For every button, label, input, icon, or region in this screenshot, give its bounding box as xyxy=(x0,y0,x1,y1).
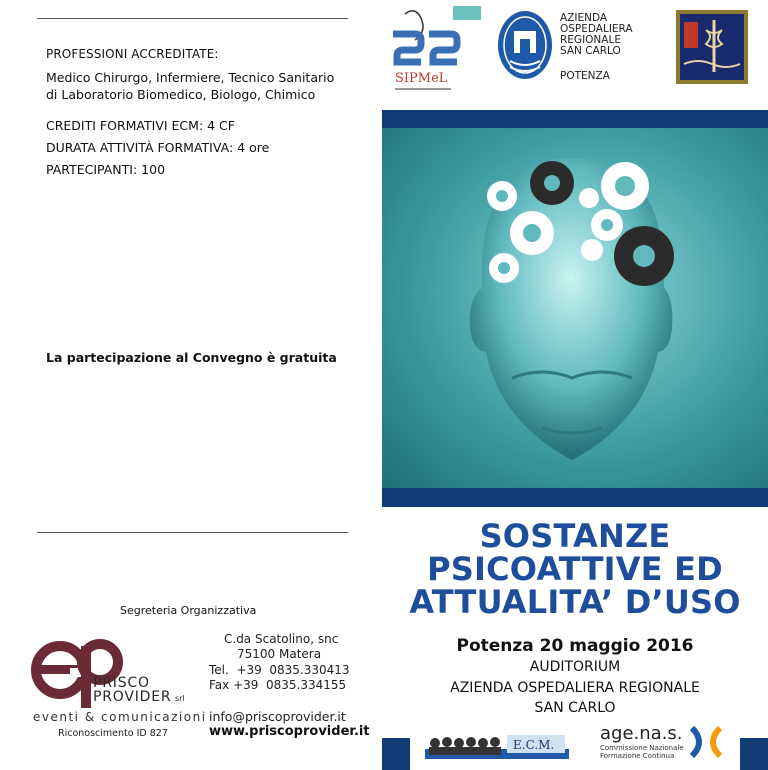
address-city: 75100 Matera xyxy=(237,647,322,661)
agenas-name: age.na.s. xyxy=(600,723,683,744)
title-line-2: PSICOATTIVE ED xyxy=(427,550,723,588)
venue-line-1: AUDITORIUM xyxy=(529,659,621,675)
venue-line-3: SAN CARLO xyxy=(534,700,616,716)
website-link[interactable]: www.priscoprovider.it xyxy=(209,724,370,739)
recognition-id: Riconoscimento ID 827 xyxy=(58,728,168,739)
title-line-3: ATTUALITA’ D’USO xyxy=(409,583,741,621)
azienda-city: POTENZA xyxy=(560,70,610,82)
sipmel-logo xyxy=(385,4,485,96)
address-street: C.da Scatolino, snc xyxy=(224,632,339,646)
head-with-gears-illustration xyxy=(382,128,768,488)
agenas-mark-icon xyxy=(688,724,724,760)
event-date: Potenza 20 maggio 2016 xyxy=(456,636,694,656)
prisco-tagline: eventi & comunicazioni xyxy=(33,710,207,724)
venue-line-2: AZIENDA OSPEDALIERA REGIONALE xyxy=(450,680,700,696)
credits-line: CREDITI FORMATIVI ECM: 4 CF xyxy=(46,118,235,133)
azienda-crest-logo xyxy=(496,9,554,81)
agenas-logo xyxy=(600,724,724,760)
agenas-sub-1: Commissione Nazionale xyxy=(600,744,684,752)
contact-email[interactable]: info@priscoprovider.it xyxy=(209,709,346,724)
prisco-company-suffix: srl xyxy=(175,694,185,703)
footer-square-right xyxy=(740,738,768,770)
medical-shield-logo xyxy=(674,8,750,86)
secretariat-label: Segreteria Organizzativa xyxy=(120,604,257,617)
participants-line: PARTECIPANTI: 100 xyxy=(46,162,166,177)
title-line-1: SOSTANZE xyxy=(479,517,671,555)
professions-title: PROFESSIONI ACCREDITATE: xyxy=(46,47,219,61)
sipmel-text: SIPMeL xyxy=(395,71,448,86)
professions-list: Medico Chirurgo, Infermiere, Tecnico Sanitario di Laboratorio Biomedico, Biologo, Chimico xyxy=(46,70,335,102)
phone-number: Tel. +39 0835.330413 xyxy=(209,663,350,677)
agenas-sub-2: Formazione Continua xyxy=(600,752,675,760)
azienda-name: AZIENDA OSPEDALIERA REGIONALE SAN CARLO xyxy=(560,12,633,57)
event-title xyxy=(382,517,768,621)
footer-square-left xyxy=(382,738,410,770)
prisco-logo-letters: ep xyxy=(48,644,50,645)
fax-number: Fax +39 0835.334155 xyxy=(209,678,347,692)
hero-image xyxy=(382,128,768,488)
top-divider xyxy=(37,18,348,19)
ecm-text: E.C.M. xyxy=(513,738,555,752)
duration-line: DURATA ATTIVITÀ FORMATIVA: 4 ore xyxy=(46,140,270,155)
free-participation-note: La partecipazione al Convegno è gratuita xyxy=(46,350,337,365)
prisco-company-name: PRISCO PROVIDER srl xyxy=(93,675,185,705)
ecm-logo xyxy=(425,733,569,759)
middle-divider xyxy=(37,532,348,533)
